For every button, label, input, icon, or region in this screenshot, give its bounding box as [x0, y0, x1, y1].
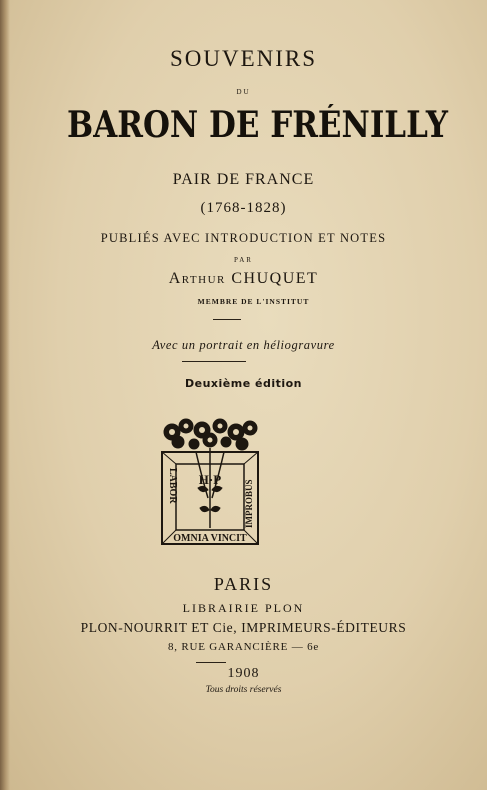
- motto-bottom: OMNIA VINCIT: [173, 533, 247, 544]
- dates: (1768-1828): [200, 200, 287, 216]
- author-name: [0, 270, 487, 288]
- publisher-address: 8, RUE GARANCIÈRE — 6e: [167, 641, 320, 653]
- title-souvenirs: SOUVENIRS: [169, 46, 318, 71]
- publication-year: 1908: [227, 666, 260, 681]
- divider-rule-middle: [182, 361, 246, 362]
- rights-notice: Tous droits réservés: [205, 685, 282, 695]
- motto-right: IMPROBUS: [244, 479, 254, 528]
- author-title: MEMBRE DE L'INSTITUT: [197, 297, 310, 306]
- city: PARIS: [213, 574, 274, 594]
- divider-rule-bottom: [196, 662, 226, 663]
- publisher-full: PLON-NOURRIT ET Cie, IMPRIMEURS-ÉDITEURS: [80, 620, 407, 635]
- par-label: PAR: [234, 256, 253, 264]
- published-line: PUBLIÉS AVEC INTRODUCTION ET NOTES: [100, 231, 387, 245]
- portrait-note: Avec un portrait en héliogravure: [152, 338, 335, 352]
- subtitle: PAIR DE FRANCE: [172, 171, 315, 188]
- edition-label: Deuxième édition: [184, 377, 303, 390]
- main-title: BARON DE FRÉNILLY: [67, 104, 448, 146]
- divider-rule-top: [213, 319, 241, 320]
- title-du: DU: [236, 88, 251, 96]
- author-text: Arthur CHUQUET: [168, 270, 319, 287]
- monogram: H·P: [198, 472, 222, 487]
- printer-mark-emblem: [158, 418, 262, 548]
- publisher-short: LIBRAIRIE PLON: [182, 601, 305, 615]
- motto-left: LABOR: [167, 468, 178, 504]
